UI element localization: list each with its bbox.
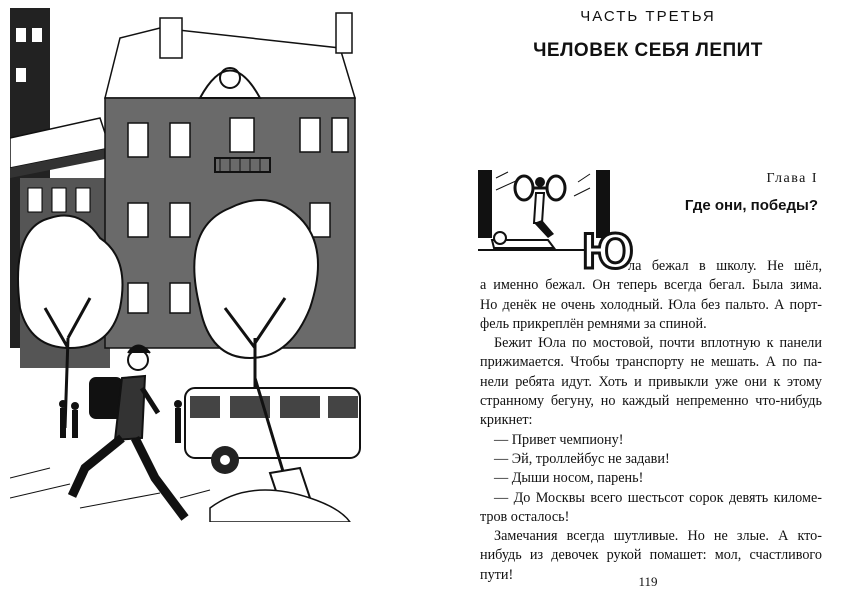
- text-line: крикнет:: [480, 412, 533, 429]
- chapter-title: Где они, победы?: [684, 197, 818, 214]
- text-line: ла бежал в школу. Не шёл,: [628, 258, 822, 274]
- text-line: — Дыши носом, парень!: [494, 470, 644, 487]
- illustration-drawing: [10, 8, 362, 522]
- text-line: Но денёк не очень холодный. Юла без пальто. А порт-: [480, 296, 822, 313]
- drop-cap-letter: Ю: [582, 223, 634, 276]
- text-line: нели ребята идут. Хоть и привыкли уже они к этому: [480, 373, 822, 390]
- text-line: фель прикреплён ремнями за спиной.: [480, 315, 707, 332]
- part-title: ЧЕЛОВЕК СЕБЯ ЛЕПИТ: [533, 40, 763, 61]
- text-line: Бежит Юла по мостовой, почти вплотную к панели: [494, 335, 822, 352]
- page-number: 119: [638, 574, 658, 589]
- text-line: нибудь из девочек рукой помашет: мол, счастливого: [480, 547, 822, 564]
- winter-street-illustration: [10, 8, 362, 522]
- chapter-body-text: [480, 257, 822, 585]
- text-line: а именно бежал. Он теперь всегда бегал. Была зима.: [480, 277, 822, 294]
- text-line: тров осталось!: [480, 508, 570, 525]
- text-line: — До Москвы всего шестьсот сорок девять киломе-: [494, 489, 822, 506]
- chapter-number: Глава I: [766, 171, 818, 186]
- text-line: пути!: [480, 566, 514, 583]
- text-line: — Привет чемпиону!: [494, 431, 624, 448]
- text-line: странному бегуну, но каждый непременно что-нибудь: [480, 393, 822, 410]
- text-line: — Эй, троллейбус не задави!: [494, 450, 670, 467]
- part-label: ЧАСТЬ ТРЕТЬЯ: [580, 8, 716, 25]
- text-line: Замечания всегда шутливые. Но не злые. А кто-: [494, 528, 822, 545]
- text-line: прижимается. Чтобы транспорту не мешать. А по па-: [480, 354, 822, 371]
